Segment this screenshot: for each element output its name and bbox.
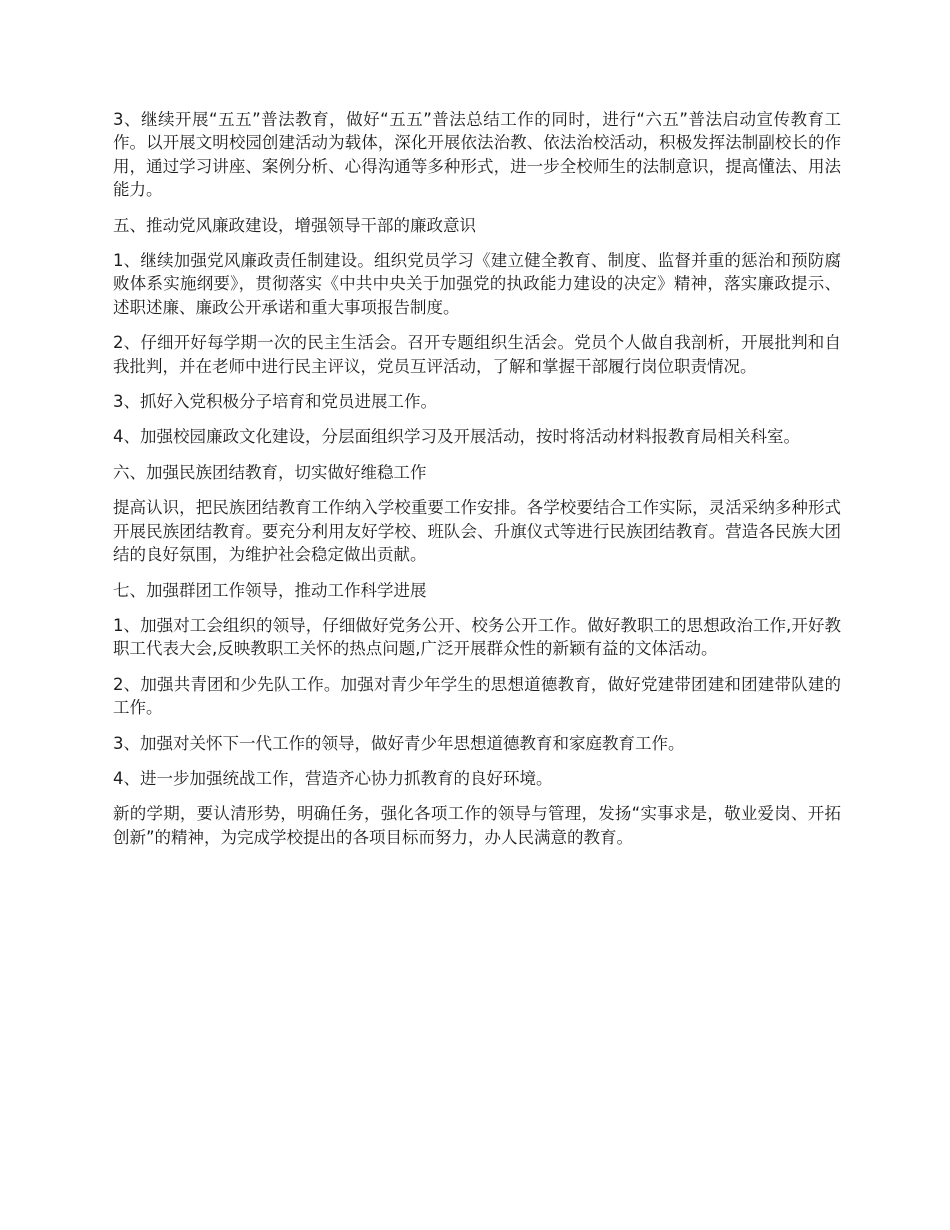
paragraph-youth-league: 2、加强共青团和少先队工作。加强对青少年学生的思想道德教育，做好党建带团建和团建带队建的工作。 xyxy=(113,674,841,718)
document-body xyxy=(113,108,841,861)
section-heading-5: 五、推动党风廉政建设，增强领导干部的廉政意识 xyxy=(113,215,476,235)
paragraph-conclusion: 新的学期，要认清形势，明确任务，强化各项工作的领导与管理，发扬“实事求是，敬业爱岗、开拓创新”的精神，为完成学校提出的各项目标而努力，办人民满意的教育。 xyxy=(113,804,841,847)
section-heading-7: 七、加强群团工作领导，推动工作科学进展 xyxy=(113,580,427,600)
paragraph-democratic-life-meeting: 2、仔细开好每学期一次的民主生活会。召开专题组织生活会。党员个人做自我剖析，开展批判和自我批判，并在老师中进行民主评议，党员互评活动，了解和掌握干部履行岗位职责情况。 xyxy=(113,333,841,376)
paragraph-party-member-development: 3、抓好入党积极分子培育和党员进展工作。 xyxy=(113,392,437,412)
paragraph-next-generation: 3、加强对关怀下一代工作的领导，做好青少年思想道德教育和家庭教育工作。 xyxy=(113,733,685,753)
paragraph-trade-union: 1、加强对工会组织的领导，仔细做好党务公开、校务公开工作。做好教职工的思想政治工作,开好教职工代表大会,反映教职工关怀的热点问题,广泛开展群众性的新颖有益的文体活动。 xyxy=(113,615,841,659)
paragraph-ethnic-unity: 提高认识，把民族团结教育工作纳入学校重要工作安排。各学校要结合工作实际，灵活采纳多种形式开展民族团结教育。要充分利用友好学校、班队会、升旗仪式等进行民族团结教育。营造各民族大团结的良好氛围，为维护社会稳定做出贡献。 xyxy=(113,498,841,565)
paragraph-campus-integrity-culture: 4、加强校园廉政文化建设，分层面组织学习及开展活动，按时将活动材料报教育局相关科室。 xyxy=(113,427,800,447)
paragraph-united-front: 4、进一步加强统战工作，营造齐心协力抓教育的良好环境。 xyxy=(113,768,553,788)
paragraph-law-education: 3、继续开展“五五”普法教育，做好“五五”普法总结工作的同时，进行“六五”普法启动宣传教育工作。以开展文明校园创建活动为载体，深化开展依法治教、依法治校活动，积极发挥法制副校长的作用，通过学习讲座、案例分析、心得沟通等多种形式，进一步全校师生的法制意识，提高懂法、用法能力。 xyxy=(113,110,841,200)
paragraph-anticorruption-system: 1、继续加强党风廉政责任制建设。组织党员学习《建立健全教育、制度、监督并重的惩治和预防腐败体系实施纲要》，贯彻落实《中共中央关于加强党的执政能力建设的决定》精神，落实廉政提示、述职述廉、廉政公开承诺和重大事项报告制度。 xyxy=(113,251,841,317)
section-heading-6: 六、加强民族团结教育，切实做好维稳工作 xyxy=(113,462,427,482)
